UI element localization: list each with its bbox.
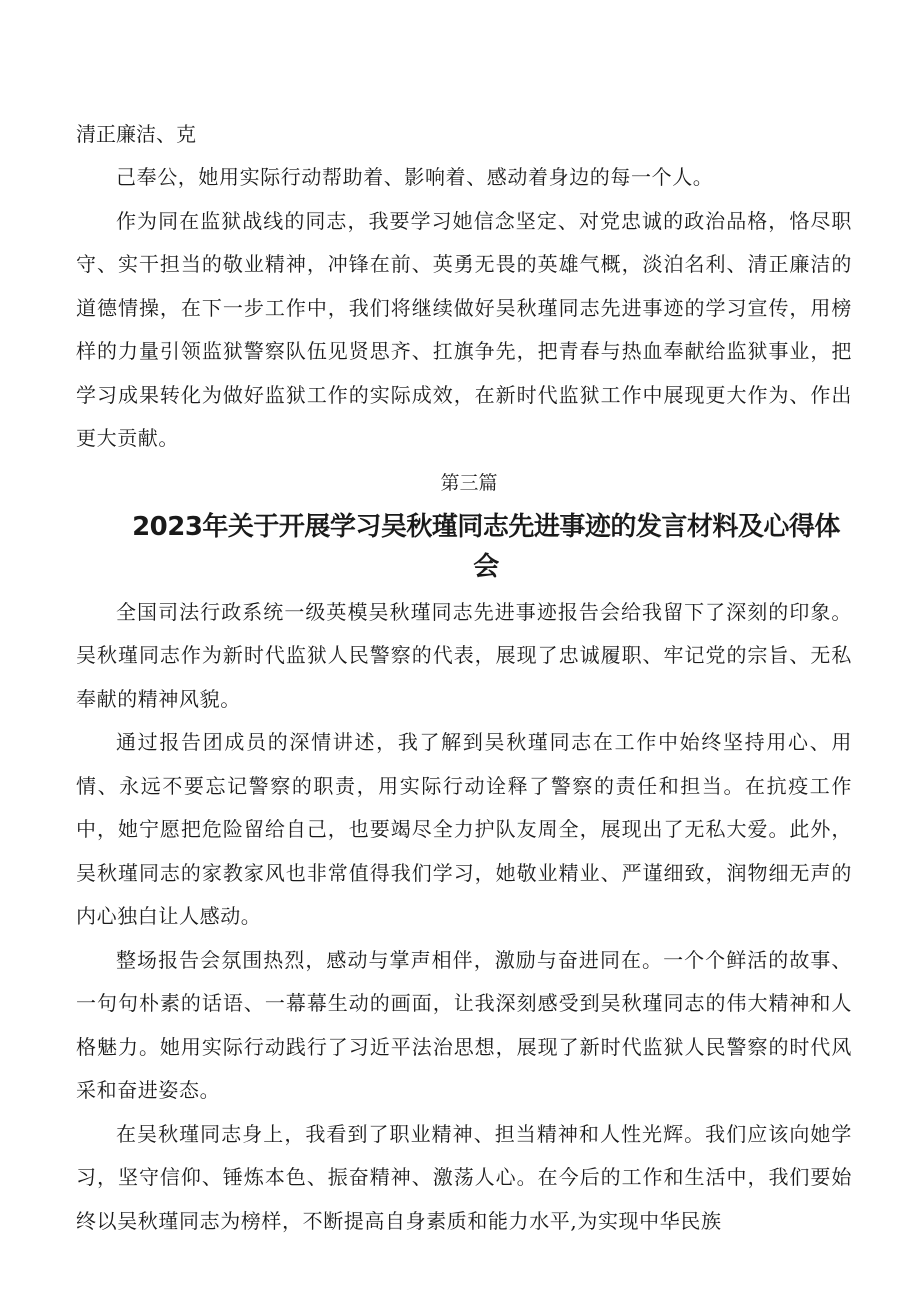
fragment-line: 清正廉洁、克 (76, 122, 196, 146)
section-label: 第三篇 (440, 471, 498, 494)
document-page (76, 112, 852, 1243)
paragraph-top-2: 作为同在监狱战线的同志，我要学习她信念坚定、对党忠诚的政治品格，恪尽职守、实干担当的敬业精神，冲锋在前、英勇无畏的英雄气概，淡泊名利、清正廉洁的道德情操，在下一步工作中，我们将继续做好吴秋瑾同志先进事迹的学习宣传，用榜样的力量引领监狱警察队伍见贤思齐、扛旗争先，把青春与热血奉献给监狱事业，把学习成果转化为做好监狱工作的实际成效，在新时代监狱工作中展现更大作为、作出更大贡献。 (76, 208, 852, 450)
paragraph-body-2: 通过报告团成员的深情讲述，我了解到吴秋瑾同志在工作中始终坚持用心、用情、永远不要忘记警察的职责，用实际行动诠释了警察的责任和担当。在抗疫工作中，她宁愿把危险留给自己，也要竭尽全力护队友周全，展现出了无私大爱。此外，吴秋瑾同志的家教家风也非常值得我们学习，她敬业精业、严谨细致，润物细无声的内心独白让人感动。 (76, 730, 852, 928)
paragraph-top-1: 己奉公，她用实际行动帮助着、影响着、感动着身边的每一个人。 (116, 165, 714, 189)
paragraph-body-1: 全国司法行政系统一级英模吴秋瑾同志先进事迹报告会给我留下了深刻的印象。吴秋瑾同志作为新时代监狱人民警察的代表，展现了忠诚履职、牢记党的宗旨、无私奉献的精神风貌。 (76, 599, 852, 711)
document-title: 2023年关于开展学习吴秋瑾同志先进事迹的发言材料及心得体会 (132, 511, 840, 582)
paragraph-body-4: 在吴秋瑾同志身上，我看到了职业精神、担当精神和人性光辉。我们应该向她学习，坚守信仰、锤炼本色、振奋精神、激荡人心。在今后的工作和生活中，我们要始终以吴秋瑾同志为榜样，不断提高自身素质和能力水平,为实现中华民族 (76, 1121, 852, 1233)
paragraph-body-3: 整场报告会氛围热烈，感动与掌声相伴，激励与奋进同在。一个个鲜活的故事、一句句朴素的话语、一幕幕生动的画面，让我深刻感受到吴秋瑾同志的伟大精神和人格魅力。她用实际行动践行了习近平法治思想，展现了新时代监狱人民警察的时代风采和奋进姿态。 (76, 947, 852, 1102)
